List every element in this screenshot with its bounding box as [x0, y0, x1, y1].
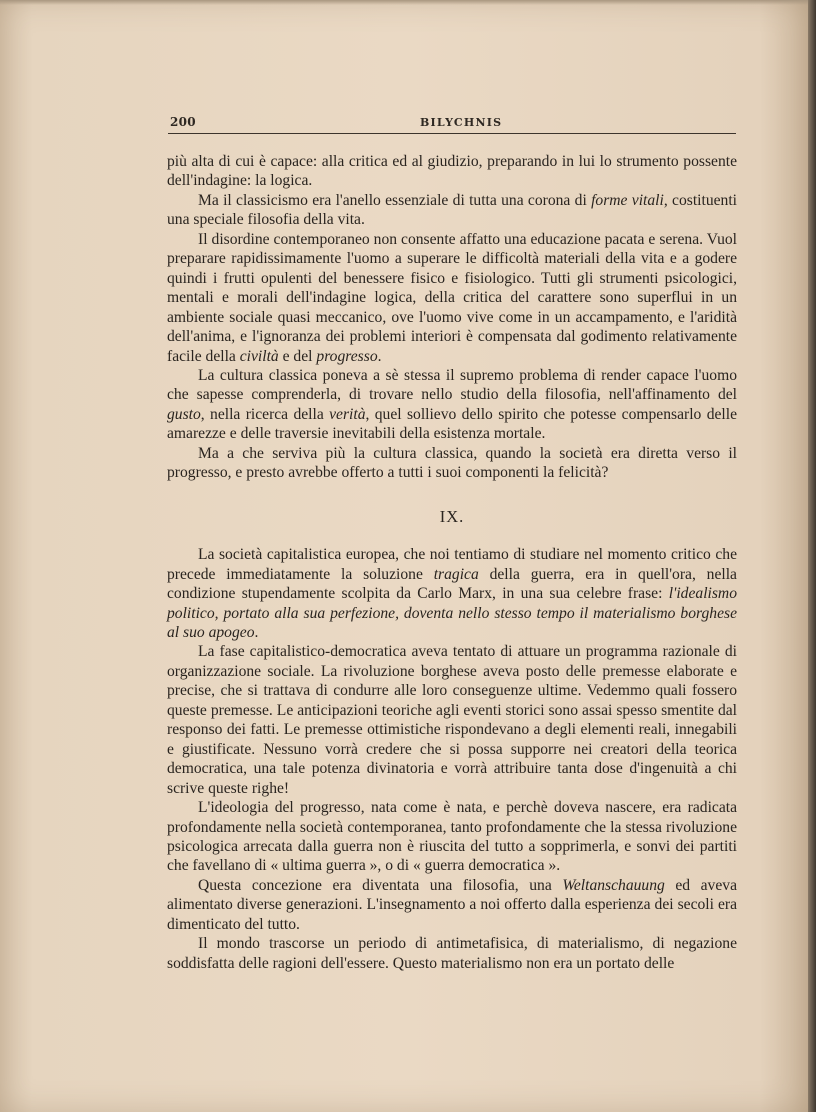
text-run: , costituenti una speciale filosofia della vita. — [167, 191, 737, 229]
paragraph — [167, 191, 737, 230]
paragraph — [167, 934, 737, 973]
text-run: La cultura classica poneva a sè stessa il supremo problema di render capace l'uomo che sapesse comprenderla, di trovare nello studio della filosofia, nell'affinamento del — [167, 366, 737, 404]
italic-text: l'idealismo politico, portato alla sua perfezione, doventa nello stesso tempo il materialismo borghese al suo apogeo — [167, 585, 737, 641]
paragraph — [167, 876, 737, 934]
italic-text: forme vitali — [591, 191, 664, 209]
paragraph — [167, 230, 737, 366]
text-run: La società capitalistica europea, che noi tentiamo di studiare nel momento critico che precede immediatamente la soluzione — [167, 546, 737, 583]
text-run: . — [377, 347, 382, 365]
text-run: , quel sollievo dello spirito che potesse compensarlo delle amarezze e delle traversie inevitabili della esistenza mortale. — [167, 405, 737, 443]
text-run: Ma a che serviva più la cultura classica, quando la società era diretta verso il progresso, e presto avrebbe offerto a tutti i suoi componenti la felicità? — [167, 444, 737, 482]
text-run: Il mondo trascorse un periodo di antimetafisica, di materialismo, di negazione soddisfatta delle ragioni dell'essere. Questo materialismo non era un portato delle — [167, 935, 737, 972]
paragraph — [167, 152, 737, 191]
paragraph — [167, 444, 737, 483]
text-run: più alta di cui è capace: alla critica ed al giudizio, preparando in lui lo strumento possente dell'indagine: la logica. — [167, 153, 737, 190]
paragraph — [167, 545, 737, 642]
page-number: 200 — [170, 115, 196, 129]
paragraphs-after-section — [167, 545, 737, 973]
text-run: della guerra, era in quell'ora, nella condizione stupendamente scolpita da Carlo Marx, in una sua celebre frase: — [167, 565, 737, 603]
page-binding-edge — [808, 0, 816, 1112]
italic-text: verità — [329, 405, 366, 423]
text-run: ed aveva alimentato diverse generazioni. L'insegnamento a noi offerto dalla esperienza dei secoli era dimenticato del tutto. — [167, 876, 737, 933]
text-run: La fase capitalistico-democratica aveva tentato di attuare un programma razionale di organizzazione sociale. La rivoluzione borghese aveva posto delle premesse elaborate e precise, che si trattava di condurre alle loro conseguenze ultime. Vedemmo quali fossero queste premesse. Le anticipazioni teoriche agli eventi storici sono assai spesso smentite dal responso dei fatti. Le premesse ottimistiche rispondevano a degli elementi reali, innegabili e giustificate. Nessuno vorrà credere che si possa supporre nei creatori della teorica democratica, una tale potenza divinatoria e vorrà attribuire tanta dose d'ingenuità a chi scrive queste righe! — [167, 643, 737, 797]
italic-text: progresso — [316, 347, 378, 365]
italic-text: civiltà — [239, 347, 279, 365]
text-run: . — [254, 623, 259, 641]
paragraphs-before-section — [167, 152, 737, 483]
text-run: Questa concezione era diventata una filosofia, una — [198, 876, 563, 894]
text-run: Il disordine contemporaneo non consente affatto una educazione pacata e serena. Vuol preparare rapidissimamente l'uomo a superare le difficoltà materiali della vita e a godere quindi i frutti opulenti del benessere fisico e fisiologico. Tutti gli strumenti psicologici, mentali e morali dell'indagine logica, della critica del carattere sono superflui in un ambiente sociale quasi meccanico, ove l'uomo vive come in un accampamento, e l'aridità dell'anima, e l'ignoranza dei problemi interiori è compensata dal godimento relativamente facile della — [167, 230, 737, 365]
body-text — [167, 152, 737, 973]
paragraph — [167, 366, 737, 444]
running-header — [168, 113, 736, 134]
italic-text: gusto — [167, 405, 201, 423]
text-run: L'ideologia del progresso, nata come è nata, e perchè doveva nascere, era radicata profondamente nella società contemporanea, tanto profondamente che la stessa rivoluzione psicologica arrecata dalla guerra non è riuscita del tutto a sopprimerla, e sonvi dei partiti che favellano di « ultima guerra », o di « guerra democratica ». — [167, 799, 737, 875]
paragraph — [167, 798, 737, 876]
running-title: BILYCHNIS — [420, 116, 503, 129]
paragraph — [167, 642, 737, 798]
italic-text: Weltanschauung — [562, 876, 665, 894]
text-run: , nella ricerca della — [200, 405, 330, 423]
page-top-edge — [0, 0, 808, 5]
text-run: Ma il classicismo era l'anello essenziale di tutta una corona di — [198, 191, 592, 209]
section-heading: IX. — [439, 506, 465, 526]
italic-text: tragica — [433, 565, 479, 583]
text-run: e del — [278, 347, 317, 365]
